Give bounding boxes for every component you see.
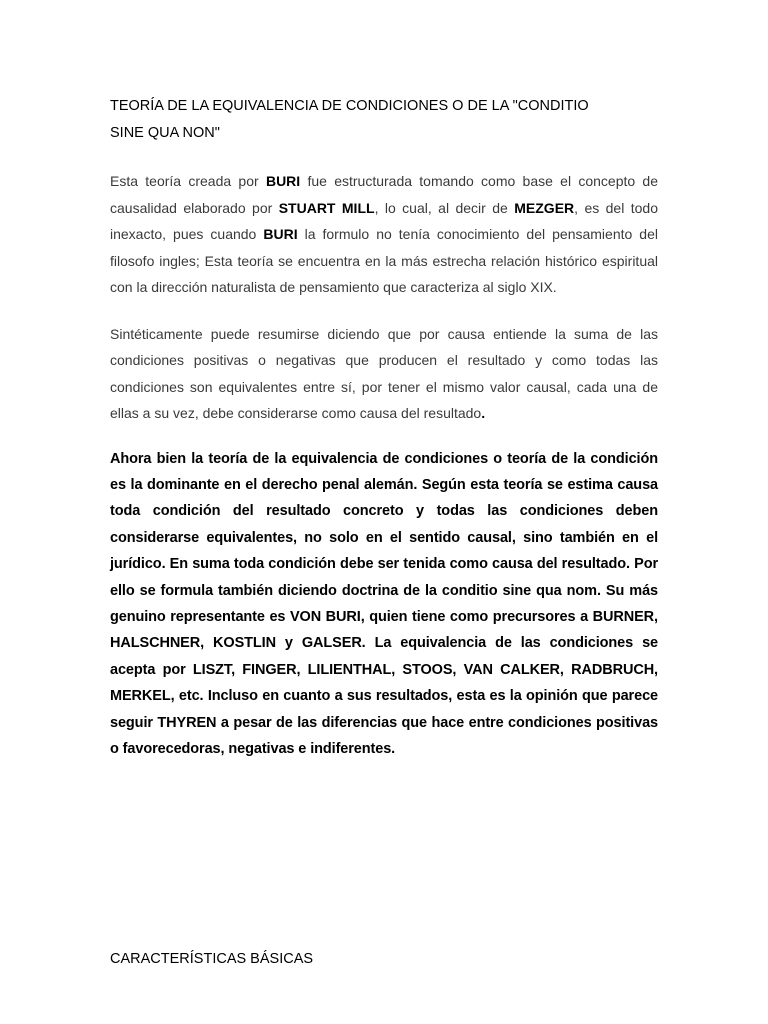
- title-line-1: TEORÍA DE LA EQUIVALENCIA DE CONDICIONES O DE LA "CONDITIO: [110, 98, 589, 114]
- section-title: CARACTERÍSTICAS BÁSICAS: [110, 951, 314, 967]
- document-body: [110, 93, 658, 762]
- name-mezger: MEZGER: [514, 199, 575, 216]
- name-stuart-mill: STUART MILL: [278, 199, 375, 216]
- title-line-2: SINE QUA NON": [110, 125, 220, 141]
- paragraph-3: Ahora bien la teoría de la equivalencia de condiciones o teoría de la condición es la dominante en el derecho penal alemán. Según esta teoría se estima causa toda condición del resultado concreto y todas las condiciones deben considerarse equivalentes, no solo en el sentido causal, sino también en el jurídico. En suma toda condición debe ser tenida como causa del resultado. Por ello se formula también diciendo doctrina de la conditio sine qua nom. Su más genuino representante es VON BURI, quien tiene como precursores a BURNER, HALSCHNER, KOSTLIN y GALSER. La equivalencia de las condiciones se acepta por LISZT, FINGER, LILIENTHAL, STOOS, VAN CALKER, RADBRUCH, MERKEL, etc. Incluso en cuanto a sus resultados, esta es la opinión que parece seguir THYREN a pesar de las diferencias que hace entre condiciones positivas o favorecedoras, negativas e indiferentes.: [110, 450, 658, 757]
- paragraph-2: Sintéticamente puede resumirse diciendo que por causa entiende la suma de las condiciones positivas o negativas que producen el resultado y como todas las condiciones son equivalentes entre sí, por tener el mismo valor causal, cada una de ellas a su vez, debe considerarse como causa del resultado.: [110, 325, 658, 421]
- paragraph-1: Esta teoría creada por BURI fue estructurada tomando como base el concepto de causalidad elaborado por STUART MILL, lo cual, al decir de MEZGER, es del todo inexacto, pues cuando BURI la formulo no tenía conocimiento del pensamiento del filosofo ingles; Esta teoría se encuentra en la más estrecha relación histórico espiritual con la dirección naturalista de pensamiento que caracteriza al siglo XIX.: [110, 173, 659, 295]
- document-title: [110, 93, 658, 147]
- name-buri: BURI: [265, 173, 301, 189]
- name-buri-2: BURI: [263, 226, 298, 242]
